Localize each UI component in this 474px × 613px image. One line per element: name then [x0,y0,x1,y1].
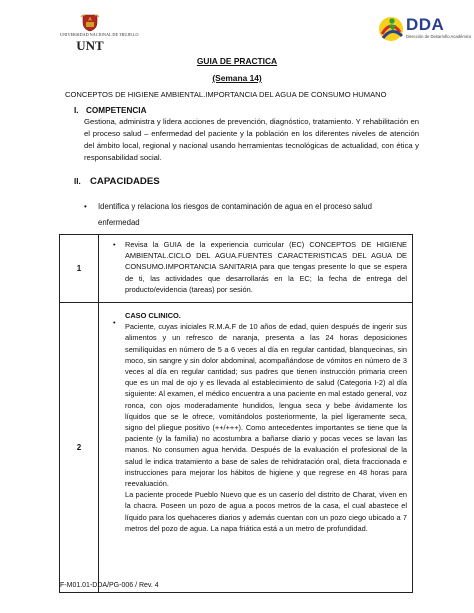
activity-text: Revisa la GUIA de la experiencia curricular (EC) CONCEPTOS DE HIGIENE AMBIENTAL.CICLO DEL AGUA.FUENTES CARACTERISTICAS DEL AGUA DE CONSUMO.IMPORTANCIA SANITARIA para que tengas presente lo que se espera de ti, las actividades que desarrollarás en la EC; la fecha de entrega del producto/evidencia (tareas) por sesión. [125,240,407,294]
section-capacidades-heading [74,176,160,187]
section-number: I. [74,106,79,115]
case-text: Paciente, cuyas iniciales R.M.A.F de 10 años de edad, quien después de ingerir sus alimentos y un refresco de naranja, presenta a las 24 horas deposiciones semilíquidas en número de 5 a 6 veces al día en regular cantidad, blanquecinas, sin moco, sin sangre y sin dolor abdominal, acompañándose de vómitos en número de 3 veces al día en regular cantidad; sus padres que tienen instrucción primaria creen que es un mal de ojo y es llevada al establecimiento de salud (Categoria I-2) al día siguiente: Al examen, el médico encuentra a una paciente en mal estado general, voz ronca, con ojos moderadamente hundidos, lengua seca y bebe ávidamente los líquidos que se le ofrece, vomitándolos posteriormente, la piel ligeramente seca, signo del pliegue positivo (++/+++). Como antecedentes importantes se tiene que la paciente (y la familia) no acostumbra a bañarse diario y pocas veces se lavan las manos. No consumen agua hervida. Después de la evaluación el profesional de la salud le indica tratamiento a base de sales de rehidratación oral, dieta fraccionada e instrucciones para mejorar los hábitos de higiene y que regrese en 48 horas para reevaluación. [125,322,407,489]
capacidad-list-item [84,199,404,231]
unt-crest-icon [80,12,100,32]
page-subtitle: CONCEPTOS DE HIGIENE AMBIENTAL.IMPORTANCIA DEL AGUA DE CONSUMO HUMANO [65,90,387,99]
section-heading-label: COMPETENCIA [86,106,147,115]
section-heading-label: CAPACIDADES [90,176,160,187]
page-header [0,0,474,60]
dda-figure-icon [376,14,406,44]
dda-logo [376,12,472,52]
unt-subtitle: UNIVERSIDAD NACIONAL DE TRUJILLO [60,32,139,37]
bullet-icon: • [84,202,87,211]
table-row [60,235,413,303]
week-label: (Semana 14) [212,73,262,83]
unt-logo [60,12,139,56]
unt-name: UNT [76,38,104,53]
page-title: GUIA DE PRACTICA [196,56,278,66]
section-competencia-heading [74,106,147,115]
dda-name: DDA [406,15,445,34]
section-number: II. [74,177,81,186]
row-index: 1 [60,235,99,303]
case-location-text: La paciente procede Pueblo Nuevo que es un caserío del distrito de Charat, viven en la chacra. Poseen un pozo de agua a pocos metros de la casa, el cual abastece el líquido para los quehaceres diarios y además cuentan con un pozo ciego ubicado a 7 metros del pozo de agua. La napa friática está a un metro de profundidad. [125,490,407,533]
row-content [99,235,413,303]
section-competencia-body: Gestiona, administra y lidera acciones de prevención, diagnóstico, tratamiento. Y rehabilitación en el proceso salud – enfermedad del paciente y la población en los diferentes niveles de atención del ámbito local, regional y nacional usando herramientas tecnológicas de actualidad, con ética y responsabilidad social. [84,117,419,162]
capacidad-text: Identifica y relaciona los riesgos de contaminación de agua en el proceso salud enfermedad [98,202,372,227]
table-row [60,303,413,593]
bullet-icon: • [113,240,116,249]
bullet-icon: • [113,318,116,327]
row-index: 2 [60,303,99,593]
dda-subtitle: Dirección de Desarrollo Académico [406,34,472,39]
practice-table [59,234,413,593]
case-title: CASO CLINICO. [125,311,181,320]
row-content [99,303,413,593]
document-code-footer: F-M01.01-DDA/PG-006 / Rev. 4 [60,582,159,589]
